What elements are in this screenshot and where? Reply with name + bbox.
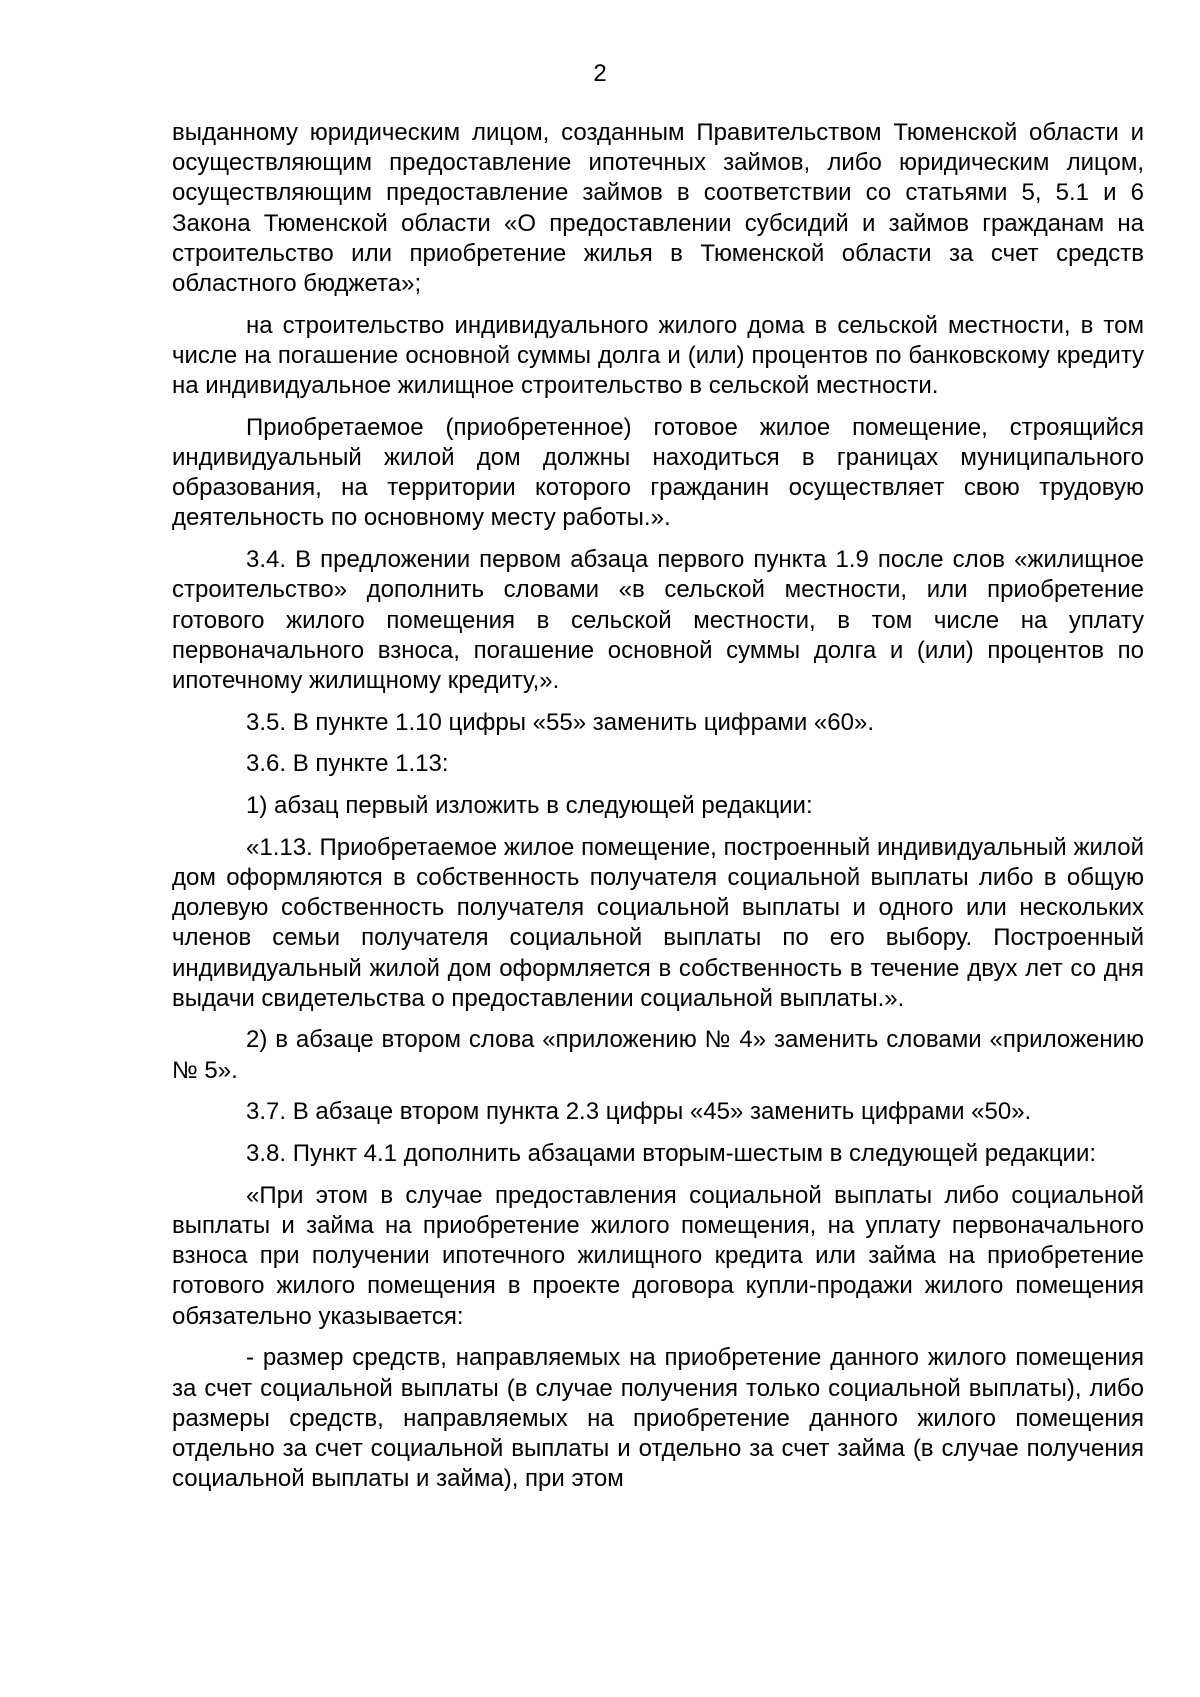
paragraph-3-6-item-2: 2) в абзаце втором слова «приложению № 4» заменить словами «приложению № 5». (172, 1026, 1144, 1084)
paragraph-3-6: 3.6. В пункте 1.13: (246, 750, 449, 778)
paragraph-continuation: выданному юридическим лицом, созданным Правительством Тюменской области и осуществляющим предоставление ипотечных займов, либо юридическим лицом, осуществляющим предоставление займов в соответствии со статьями 5, 5.1 и 6 Закона Тюменской области «О предоставлении субсидий и займов гражданам на строительство или приобретение жилья в Тюменской области за счет средств областного бюджета»; (172, 119, 1144, 298)
paragraph-rural-construction: на строительство индивидуального жилого дома в сельской местности, в том числе на погашение основной суммы долга и (или) процентов по банковскому кредиту на индивидуальное жилищное строительство в сельской местности. (172, 311, 1144, 400)
paragraph-3-7: 3.7. В абзаце втором пункта 2.3 цифры «45» заменить цифрами «50». (246, 1098, 1032, 1126)
paragraph-3-8: 3.8. Пункт 4.1 дополнить абзацами вторым-шестым в следующей редакции: (246, 1140, 1097, 1168)
paragraph-quote-purchase: «При этом в случае предоставления социальной выплаты либо социальной выплаты и займа на приобретение жилого помещения, на уплату первоначального взноса при получении ипотечного жилищного кредита или займа на приобретение готового жилого помещения в проекте договора купли-продажи жилого помещения обязательно указывается: (172, 1181, 1144, 1330)
paragraph-3-4: 3.4. В предложении первом абзаца первого пункта 1.9 после слов «жилищное строительство» дополнить словами «в сельской местности, или приобретение готового жилого помещения в сельской местности, в том числе на уплату первоначального взноса, погашение основной суммы долга и (или) процентов по ипотечному жилищному кредиту,». (172, 546, 1144, 694)
document-body (172, 118, 1144, 1506)
paragraph-housing-location: Приобретаемое (приобретенное) готовое жилое помещение, строящийся индивидуальный жилой дом должны находиться в границах муниципального образования, на территории которого гражданин осуществляет свою трудовую деятельность по основному месту работы.». (172, 413, 1144, 532)
paragraph-1-13-text: «1.13. Приобретаемое жилое помещение, построенный индивидуальный жилой дом оформляются в собственность получателя социальной выплаты либо в общую долевую собственность получателя социальной выплаты и одного или нескольких членов семьи получателя социальной выплаты по его выбору. Построенный индивидуальный жилой дом оформляется в собственность в течение двух лет со дня выдачи свидетельства о предоставлении социальной выплаты.». (172, 833, 1144, 1012)
paragraph-3-6-item-1: 1) абзац первый изложить в следующей редакции: (246, 792, 813, 820)
page-number: 2 (593, 60, 607, 87)
paragraph-3-5: 3.5. В пункте 1.10 цифры «55» заменить цифрами «60». (246, 708, 874, 736)
paragraph-list-item-funds: - размер средств, направляемых на приобретение данного жилого помещения за счет социальной выплаты (в случае получения только социальной выплаты), либо размеры средств, направляемых на приобретение данного жилого помещения отдельно за счет социальной выплаты и отдельно за счет займа (в случае получения социальной выплаты и займа), при этом (172, 1344, 1144, 1493)
